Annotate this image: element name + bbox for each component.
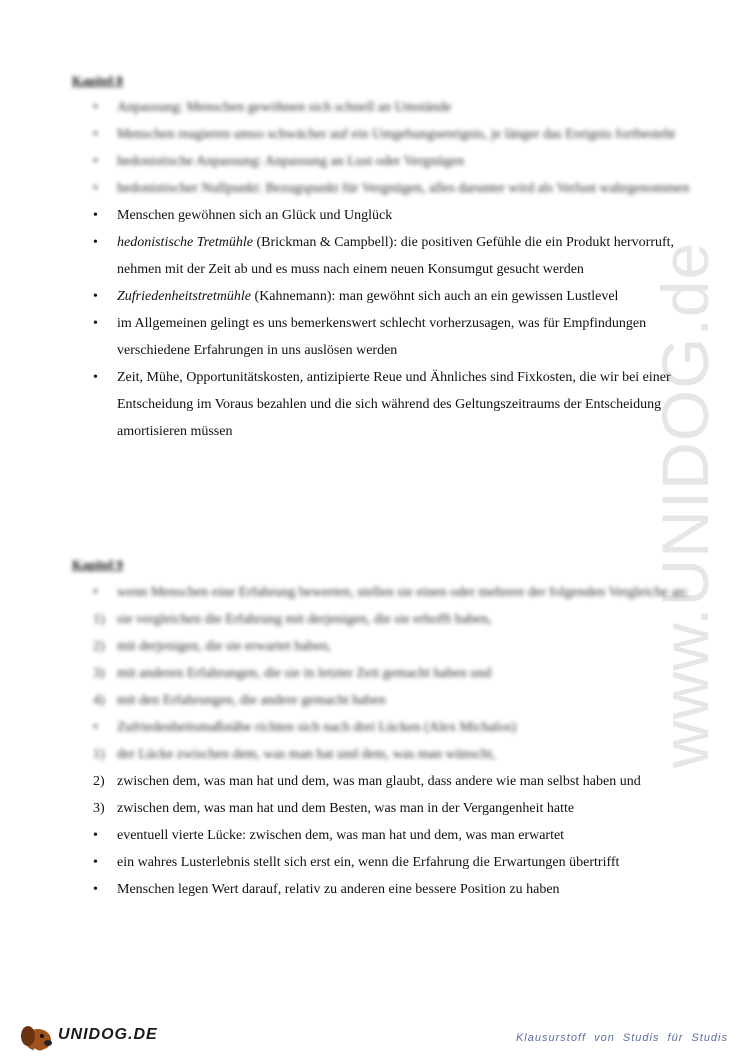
list-item bbox=[0, 876, 690, 903]
list-item bbox=[0, 768, 690, 795]
list-marker: • bbox=[93, 720, 98, 735]
list-item-text: Menschen reagieren umso schwächer auf ein Umgebungsereignis, je länger das Ereignis fortbesteht bbox=[117, 127, 676, 142]
list-item bbox=[0, 849, 690, 876]
footer-tagline: Klausurstoff von Studis für Studis bbox=[515, 1032, 728, 1044]
list-item-text: (Kahnemann): man gewöhnt sich auch an ein gewissen Lustlevel bbox=[251, 289, 619, 304]
list-item bbox=[0, 121, 690, 148]
list-marker: • bbox=[93, 855, 98, 870]
chapter-1-list bbox=[0, 94, 690, 445]
list-item bbox=[0, 606, 690, 633]
chapter-2-list bbox=[0, 579, 690, 903]
list-item bbox=[0, 202, 690, 229]
list-item bbox=[0, 310, 690, 364]
list-item bbox=[0, 579, 690, 606]
list-item-text: zwischen dem, was man hat und dem, was man glaubt, dass andere wie man selbst haben und bbox=[117, 774, 641, 789]
list-item bbox=[0, 660, 690, 687]
chapter-1-heading: Kapitel 8 bbox=[72, 73, 123, 88]
list-item-text: hedonistischer Nullpunkt: Bezugspunkt für Vergnügen, alles darunter wird als Verlust wahrgenommen bbox=[117, 181, 690, 196]
list-item-text: Zeit, Mühe, Opportunitätskosten, antizipierte Reue und Ähnliches sind Fixkosten, die wir bei einer Entscheidung im Voraus bezahlen und die sich während des Geltungszeitraums der Entscheidung amortisieren müssen bbox=[117, 370, 671, 439]
list-marker: • bbox=[93, 235, 98, 250]
list-item-text: im Allgemeinen gelingt es uns bemerkenswert schlecht vorherzusagen, was für Empfindungen verschiedene Erfahrungen in uns auslösen werden bbox=[117, 316, 647, 358]
list-item bbox=[0, 229, 690, 283]
list-item bbox=[0, 283, 690, 310]
list-marker: 4) bbox=[93, 693, 105, 708]
list-item-text: sie vergleichen die Erfahrung mit derjenigen, die sie erhofft haben, bbox=[117, 612, 492, 627]
unidog-logo bbox=[14, 1016, 164, 1056]
chapter-2-heading: Kapitel 9 bbox=[72, 557, 123, 572]
list-item bbox=[0, 822, 690, 849]
list-item-text: eventuell vierte Lücke: zwischen dem, was man hat und dem, was man erwartet bbox=[117, 828, 565, 843]
list-marker: • bbox=[93, 289, 98, 304]
list-item-text: (Brickman & Campbell): die positiven Gefühle die ein Produkt hervorruft, nehmen mit der Zeit ab und es muss nach einem neuen Konsumgut gesucht werden bbox=[117, 235, 675, 277]
list-item-text: Anpassung: Menschen gewöhnen sich schnell an Umstände bbox=[117, 100, 452, 115]
list-item bbox=[0, 795, 690, 822]
list-item-text: mit anderen Erfahrungen, die sie in letzter Zeit gemacht haben und bbox=[117, 666, 492, 681]
italic-term: Zufriedenheitstretmühle bbox=[117, 289, 252, 304]
list-item-text: wenn Menschen eine Erfahrung bewerten, stellen sie einen oder mehrere der folgenden Vergleiche an: bbox=[117, 585, 689, 600]
list-item-text: der Lücke zwischen dem, was man hat und dem, was man wünscht, bbox=[117, 747, 496, 762]
list-item bbox=[0, 714, 690, 741]
list-marker: • bbox=[93, 828, 98, 843]
list-item bbox=[0, 148, 690, 175]
list-marker: 3) bbox=[93, 801, 105, 816]
list-item-text: Zufriedenheitsmaßstäbe richten sich nach drei Lücken (Alex Michalos) bbox=[117, 720, 517, 735]
list-item bbox=[0, 633, 690, 660]
list-item-text: mit den Erfahrungen, die andere gemacht haben bbox=[117, 693, 386, 708]
list-marker: • bbox=[93, 585, 98, 600]
italic-term: hedonistische Tretmühle bbox=[117, 235, 253, 250]
list-marker: • bbox=[93, 100, 98, 115]
list-marker: • bbox=[93, 154, 98, 169]
list-item-text: mit derjenigen, die sie erwartet haben, bbox=[117, 639, 332, 654]
list-marker: 1) bbox=[93, 612, 105, 627]
list-item bbox=[0, 94, 690, 121]
list-item-text: ein wahres Lusterlebnis stellt sich erst ein, wenn die Erfahrung die Erwartungen übertrifft bbox=[117, 855, 620, 870]
list-marker: • bbox=[93, 882, 98, 897]
list-item bbox=[0, 364, 690, 445]
list-item-text: Menschen legen Wert darauf, relativ zu anderen eine bessere Position zu haben bbox=[117, 882, 560, 897]
list-item bbox=[0, 687, 690, 714]
list-item-text: hedonistische Anpassung: Anpassung an Lust oder Vergnügen bbox=[117, 154, 465, 169]
watermark-text: www.UNIDOG.de bbox=[648, 241, 722, 769]
list-marker: • bbox=[93, 370, 98, 385]
list-marker: 2) bbox=[93, 639, 105, 654]
dog-icon bbox=[14, 1016, 58, 1056]
list-item-text: Menschen gewöhnen sich an Glück und Unglück bbox=[117, 208, 393, 223]
list-marker: 3) bbox=[93, 666, 105, 681]
list-marker: 1) bbox=[93, 747, 105, 762]
logo-text: UNIDOG.DE bbox=[58, 1026, 158, 1043]
list-marker: • bbox=[93, 127, 98, 142]
list-marker: 2) bbox=[93, 774, 105, 789]
list-marker: • bbox=[93, 181, 98, 196]
list-marker: • bbox=[93, 316, 98, 331]
list-marker: • bbox=[93, 208, 98, 223]
list-item bbox=[0, 175, 690, 202]
list-item-text: zwischen dem, was man hat und dem Besten, was man in der Vergangenheit hatte bbox=[117, 801, 575, 816]
list-item bbox=[0, 741, 690, 768]
